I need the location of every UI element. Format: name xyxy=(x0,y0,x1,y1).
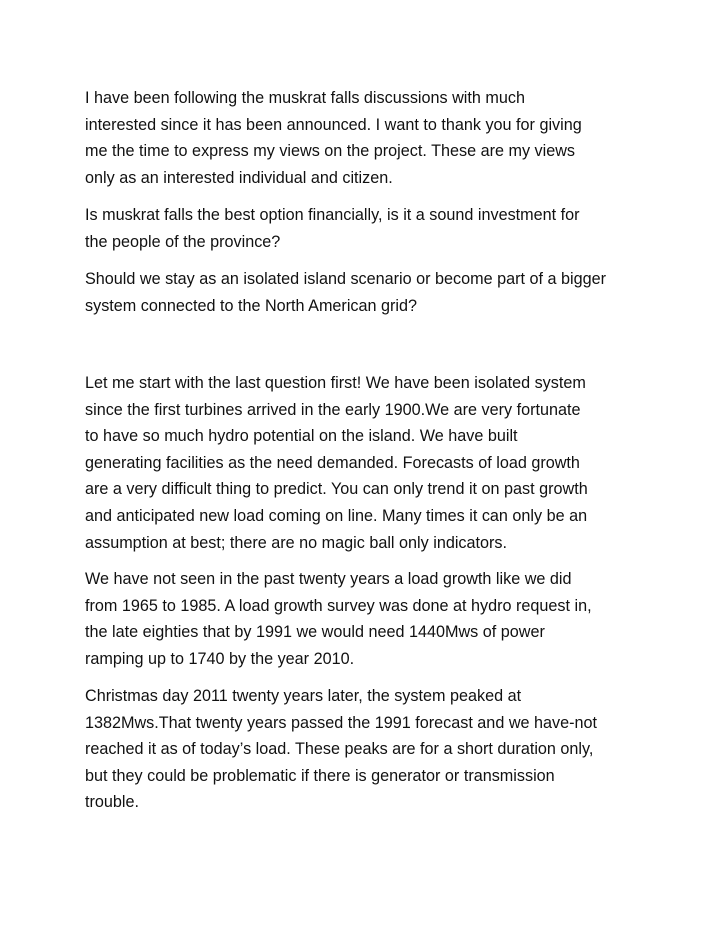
paragraph-christmas-peak: Christmas day 2011 twenty years later, the system peaked at 1382Mws.That twenty years passed the 1991 forecast and we have-not reached it as of today’s load. These peaks are for a short duration only, but they could be problematic if there is generator or transmission trouble. xyxy=(85,687,598,812)
paragraph-isolated-system-history: Let me start with the last question first! We have been isolated system since the first turbines arrived in the early 1900.We are very fortunate to have so much hydro potential on the island. We have built generating facilities as the need demanded. Forecasts of load growth are a very difficult thing to predict. You can only trend it on past growth and anticipated new load coming on line. Many times it can only be an assumption at best; there are no magic ball only indicators. xyxy=(85,374,588,552)
paragraph-load-growth-survey: We have not seen in the past twenty years a load growth like we did from 1965 to 1985. A load growth survey was done at hydro request in, the late eighties that by 1991 we would need 1440Mws of power ramping up to 1740 by the year 2010. xyxy=(85,570,592,668)
paragraph-introduction: I have been following the muskrat falls discussions with much interested since it has been announced. I want to thank you for giving me the time to express my views on the project. These are my views only as an interested individual and citizen. xyxy=(85,89,582,187)
paragraph-isolation-question: Should we stay as an isolated island scenario or become part of a bigger system connected to the North American grid? xyxy=(85,270,607,315)
paragraph-financial-question: Is muskrat falls the best option financially, is it a sound investment for the people of the province? xyxy=(85,206,580,251)
